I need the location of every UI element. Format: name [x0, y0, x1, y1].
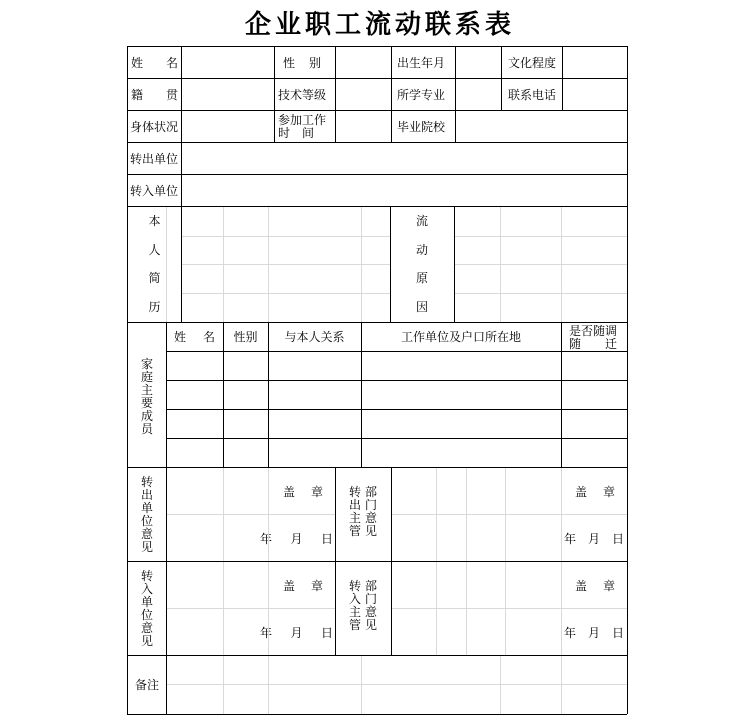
gridline-v [361, 656, 362, 714]
gridline-h [181, 264, 390, 265]
label-reason: 流 动 原 因 [415, 213, 428, 315]
label-tech-grade: 技术等级 [278, 87, 327, 102]
grid-line-h [127, 561, 627, 562]
family-header-gender: 性别 [233, 330, 258, 344]
grid-line-v [501, 46, 502, 110]
gridline-v [561, 656, 562, 714]
label-phone: 联系电话 [507, 87, 556, 102]
grid-line-h [127, 655, 627, 656]
date-out-dept: 年 月 日 [564, 531, 624, 546]
label-dept-out: 转 出 主 管 部 门 意 见 [348, 485, 378, 538]
seal-in-unit: 盖 章 [283, 578, 323, 593]
family-header-work-address: 工作单位及户口所在地 [400, 330, 521, 344]
gridline-h [181, 293, 390, 294]
gridline-h [454, 264, 627, 265]
label-gender: 性 别 [283, 55, 321, 70]
label-opinion-out: 转 出 单 位 意 见 [140, 474, 153, 554]
grid-line-h [166, 351, 627, 352]
gridline-v [223, 656, 224, 714]
gridline-h [181, 236, 390, 237]
gridline-h [166, 514, 335, 515]
gridline-v [268, 656, 269, 714]
grid-line-h [127, 142, 627, 143]
date-in-unit: 年 月 日 [260, 625, 333, 640]
label-health: 身体状况 [130, 119, 179, 134]
grid-line-h [127, 110, 627, 111]
gridline-h [166, 684, 627, 685]
grid-line-v [223, 322, 224, 467]
grid-line-h [127, 46, 627, 47]
grid-line-v [361, 322, 362, 467]
grid-line-h [127, 322, 627, 323]
label-major: 所学专业 [397, 87, 446, 102]
gridline-v [166, 207, 167, 322]
label-school: 毕业院校 [397, 119, 446, 134]
label-dept-in: 转 入 主 管 部 门 意 见 [348, 579, 378, 632]
grid-line-v [455, 46, 456, 110]
label-name: 姓 名 [131, 55, 178, 70]
family-header-name: 姓 名 [174, 330, 215, 344]
gridline-h [391, 514, 627, 515]
gridline-v [500, 656, 501, 714]
label-transfer-out-unit: 转出单位 [130, 151, 179, 166]
label-transfer-in-unit: 转入单位 [130, 183, 179, 198]
label-native-place: 籍 贯 [131, 87, 178, 102]
grid-line-v [561, 322, 562, 467]
label-opinion-in: 转 入 单 位 意 见 [140, 568, 153, 648]
label-work-start: 参加工作 时 间 [278, 113, 327, 140]
grid-line-h [127, 78, 627, 79]
label-education: 文化程度 [507, 55, 556, 70]
grid-line-v [455, 110, 456, 142]
grid-line-v [268, 322, 269, 467]
grid-line-v [127, 46, 128, 714]
grid-line-v [562, 46, 563, 110]
grid-line-h [166, 438, 627, 439]
label-remarks: 备注 [134, 677, 159, 692]
grid-line-h [127, 206, 627, 207]
family-header-relation: 与本人关系 [284, 330, 345, 344]
date-out-unit: 年 月 日 [260, 531, 333, 546]
grid-line-v [335, 46, 336, 142]
grid-line-h [166, 409, 627, 410]
grid-line-h [127, 714, 627, 715]
family-header-follow: 是否随调 随 迁 [569, 323, 618, 351]
grid-line-h [127, 174, 627, 175]
grid-line-v [166, 322, 167, 467]
grid-line-v [181, 46, 182, 322]
seal-in-dept: 盖 章 [575, 578, 615, 593]
label-birth: 出生年月 [397, 55, 446, 70]
seal-out-unit: 盖 章 [283, 484, 323, 499]
gridline-h [454, 293, 627, 294]
form-title: 企业职工流动联系表 [244, 10, 515, 40]
grid-line-v [391, 46, 392, 142]
gridline-h [391, 608, 627, 609]
grid-line-v [391, 467, 392, 655]
grid-line-h [166, 380, 627, 381]
date-in-dept: 年 月 日 [564, 625, 624, 640]
grid-line-v [166, 467, 167, 714]
grid-line-v [627, 46, 628, 714]
grid-line-v [454, 206, 455, 322]
label-resume: 本 人 简 历 [148, 213, 161, 315]
seal-out-dept: 盖 章 [575, 484, 615, 499]
grid-line-v [335, 467, 336, 655]
gridline-h [166, 608, 335, 609]
grid-line-v [274, 46, 275, 142]
gridline-h [454, 236, 627, 237]
label-family: 家 庭 主 要 成 员 [140, 357, 153, 436]
grid-line-h [127, 467, 627, 468]
grid-line-v [390, 206, 391, 322]
